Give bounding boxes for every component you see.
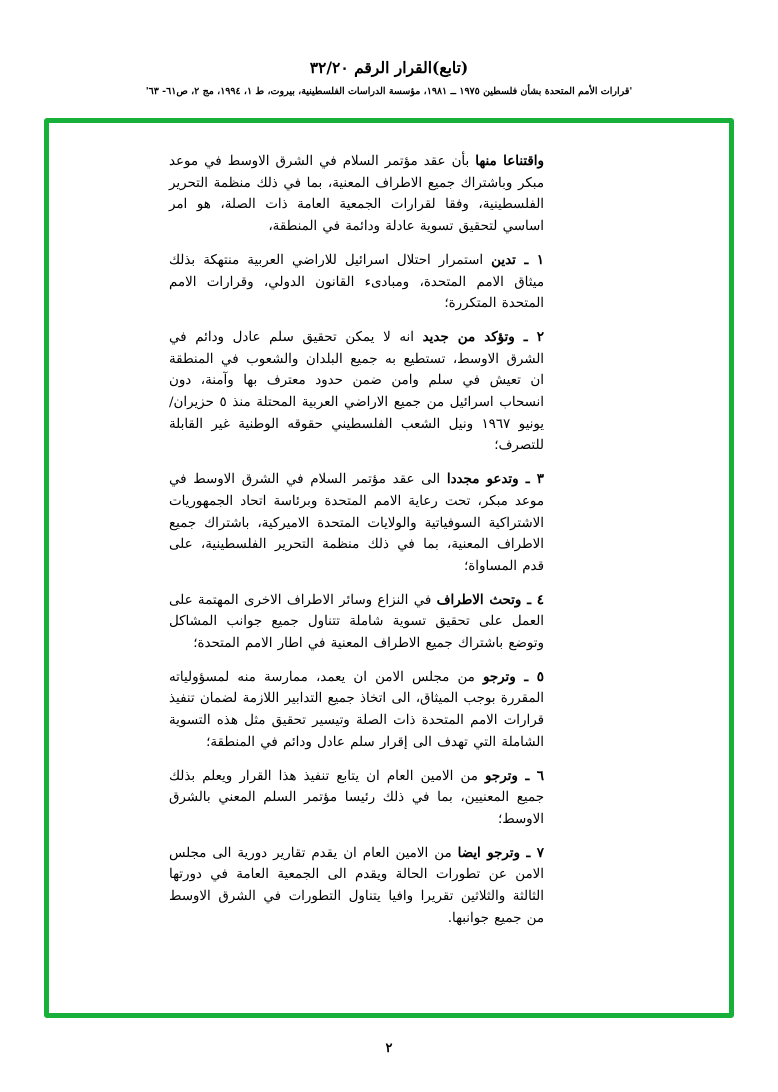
paragraph (169, 766, 544, 831)
paragraph-text: بأن عقد مؤتمر السلام في الشرق الاوسط في موعد مبكر وباشتراك جميع الاطراف المعنية، بما في ذلك منظمة التحرير الفلسطينية، وفقا لقرارات الجمعية العامة ذات الصلة، هو امر اساسي لتحقيق تسوية عادلة ودائمة في المنطقة، (169, 154, 544, 235)
paragraph-text: استمرار احتلال اسرائيل للاراضي العربية منتهكة بذلك ميثاق الامم المتحدة، ومبادىء القانون الدولي، وقرارات الامم المتحدة المتكررة؛ (169, 252, 544, 312)
paragraph-lead: ٧ ـ وترجو ايضا (457, 844, 544, 861)
paragraph-lead: ٤ ـ وتحث الاطراف (436, 591, 544, 608)
paragraph-text: في النزاع وسائر الاطراف الاخرى المهتمة على العمل على تحقيق تسوية شاملة تتناول جميع جوانب المشاكل وتوضع باشتراك جميع الاطراف المعنية في اطار الامم المتحدة؛ (169, 592, 544, 652)
paragraph (169, 590, 544, 655)
page-number: ٢ (385, 1041, 393, 1056)
document-source-citation: 'قرارات الأمم المتحدة بشأن فلسطين ١٩٧٥ ــ ١٩٨١، مؤسسة الدراسات الفلسطينية، بيروت، ط ١، ١٩٩٤، مج ٢، ص٦١- ٦٣' (145, 86, 633, 98)
paragraph-text: من الامين العام ان يقدم تقارير دورية الى مجلس الامن عن تطورات الحالة ويقدم الى الجمعية العامة في دورتها الثالثة والثلاثين تقريرا وافيا يتناول التطورات في الشرق الاوسط من جميع جوانبها. (169, 845, 544, 926)
paragraph-text: انه لا يمكن تحقيق سلم عادل ودائم في الشرق الاوسط، تستطيع به جميع البلدان والشعوب في المنطقة ان تعيش في سلم وامن ضمن حدود معترف بها وآمنة، دون انسحاب اسرائيل من جميع الاراضي العربية المحتلة منذ ٥ حزيران/يونيو ١٩٦٧ ونيل الشعب الفلسطيني حقوقه الوطنية غير القابلة للتصرف؛ (169, 329, 544, 454)
paragraph (169, 469, 544, 578)
document-body (169, 151, 544, 1003)
page-header (0, 58, 778, 98)
page-footer (0, 1041, 778, 1056)
paragraph-text: الى عقد مؤتمر السلام في الشرق الاوسط في موعد مبكر، تحت رعاية الامم المتحدة وبرئاسة اتحاد الجمهوريات الاشتراكية السوفياتية والولايات المتحدة الاميركية، باشتراك جميع الاطراف المعنية، بما في ذلك منظمة التحرير الفلسطينية، على قدم المساواة؛ (169, 472, 544, 574)
paragraph (169, 151, 544, 238)
paragraph (169, 327, 544, 457)
paragraph-text: من مجلس الامن ان يعمد، ممارسة منه لمسؤولياته المقررة بوجب الميثاق، الى اتخاذ جميع التدابير اللازمة لضمان تنفيذ قرارات الامم المتحدة ذات الصلة وتيسير تحقيق مثل هذه التسوية الشاملة التي تهدف الى إقرار سلم عادل ودائم في المنطقة؛ (169, 669, 544, 750)
paragraph-lead: واقتناعا منها (475, 153, 544, 169)
document-title: (تابع)القرار الرقم ٣٢/٢٠ (309, 58, 469, 77)
paragraph-lead: ٦ ـ وترجو (485, 767, 544, 784)
paragraph-lead: ٣ ـ وتدعو مجددا (446, 471, 544, 488)
paragraph-lead: ١ ـ تدين (491, 251, 544, 268)
paragraph (169, 667, 544, 754)
paragraph-lead: ٢ ـ وتؤكد من جديد (422, 328, 544, 345)
paragraph-lead: ٥ ـ وترجو (482, 668, 544, 685)
green-border-frame (44, 118, 734, 1018)
paragraph-text: من الامين العام ان يتابع تنفيذ هذا القرار ويعلم بذلك جميع المعنيين، بما في ذلك رئيسا مؤتمر السلم المعني بالشرق الاوسط؛ (169, 768, 544, 827)
paragraph (169, 843, 544, 930)
paragraph (169, 250, 544, 315)
